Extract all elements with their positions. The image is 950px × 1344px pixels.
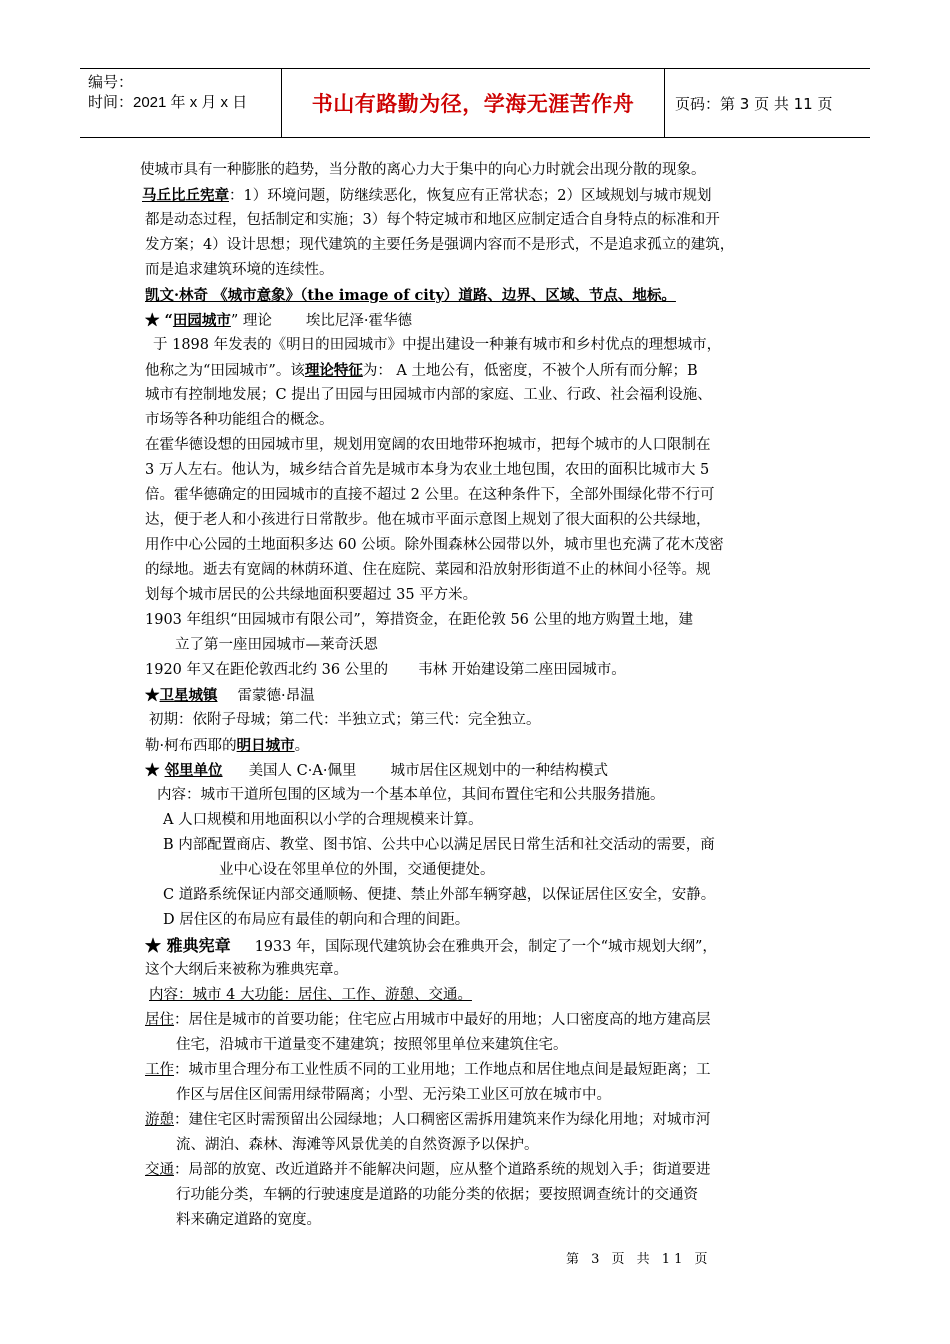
term-living: 居住	[145, 1012, 174, 1028]
paragraph-line: 交通：局部的放宽、改近道路并不能解决问题，应从整个道路系统的规划入手；街道要进	[145, 1162, 711, 1178]
paragraph-line: 在霍华德设想的田园城市里，规划用宽阔的农田地带环抱城市，把每个城市的人口限制在	[145, 437, 711, 453]
document-body	[140, 158, 825, 1233]
paragraph-line: 作区与居住区间需用绿带隔离；小型、无污染工业区可放在城市中。	[176, 1087, 611, 1103]
term-recreation: 游憩	[145, 1112, 174, 1128]
list-item: D 居住区的布局应有最佳的朝向和合理的间距。	[163, 912, 470, 928]
paragraph-line: 发方案；4）设计思想；现代建筑的主要任务是强调内容而不是形式，不是追求孤立的建筑，	[145, 237, 735, 253]
paragraph-line: 而是追求建筑环境的连续性。	[145, 262, 334, 278]
paragraph-line: 工作：城市里合理分布工业性质不同的工业用地；工作地点和居住地点间是最短距离；工	[145, 1062, 711, 1078]
paragraph-line: 城市有控制地发展；C 提出了田园与田园城市内部的家庭、工业、行政、社会福利设施、	[145, 387, 712, 403]
term-neighborhood-unit: 邻里单位	[164, 762, 223, 779]
paragraph-line: 都是动态过程，包括制定和实施；3）每个特定城市和地区应制定适合自身特点的标准和开	[145, 212, 720, 228]
paragraph-line: 流、湖泊、森林、海滩等风景优美的自然资源予以保护。	[176, 1137, 539, 1153]
lynch-heading: 凯文·林奇 《城市意象》（the image of city）道路、边界、区域、节点、地标。	[145, 287, 676, 304]
time-label: 时间：2021 年 x 月 x 日	[88, 94, 248, 111]
header-motto: 书山有路勤为径，学海无涯苦作舟	[282, 69, 665, 137]
term-athens-charter: ★ 雅典宪章	[145, 936, 231, 955]
term-satellite-town: 卫星城镇	[159, 687, 218, 704]
satellite-town-heading: ★卫星城镇 雷蒙德·昂温	[145, 687, 315, 704]
term-machu-picchu-charter: 马丘比丘宪章	[142, 187, 229, 204]
paragraph-line: 倍。霍华德确定的田园城市的直接不超过 2 公里。在这种条件下，全部外围绿化带不行可	[145, 487, 715, 503]
paragraph-line: 达，便于老人和小孩进行日常散步。他在城市平面示意图上规划了很大面积的公共绿地，	[145, 512, 711, 528]
paragraph-line: 3 万人左右。他认为，城乡结合首先是城市本身为农业土地包围，农田的面积比城市大 5	[145, 462, 710, 478]
page-header	[80, 68, 870, 138]
athens-charter-heading: ★ 雅典宪章 1933 年，国际现代建筑协会在雅典开会，制定了一个“城市规划大纲”，	[145, 936, 717, 955]
paragraph-line: 料来确定道路的宽度。	[176, 1212, 321, 1228]
paragraph-line: 用作中心公园的土地面积多达 60 公顷。除外围森林公园带以外，城市里也充满了花木茂密	[145, 537, 724, 553]
paragraph-line: 勒·柯布西耶的明日城市。	[145, 737, 310, 754]
term-work: 工作	[145, 1062, 174, 1078]
number-label: 编号：	[88, 74, 134, 91]
paragraph-line: 市场等各种功能组合的概念。	[145, 412, 334, 428]
paragraph-line: 于 1898 年发表的《明日的田园城市》中提出建设一种兼有城市和乡村优点的理想城市，	[153, 337, 722, 353]
paragraph-line: 马丘比丘宪章：1）环境问题，防继续恶化，恢复应有正常状态；2）区域规划与城市规划	[142, 187, 712, 204]
paragraph-line: 1920 年又在距伦敦西北约 36 公里的 韦林 开始建设第二座田园城市。	[145, 662, 626, 678]
header-meta	[80, 69, 282, 137]
paragraph-line: 划每个城市居民的公共绿地面积要超过 35 平方米。	[145, 587, 478, 603]
term-traffic: 交通	[145, 1162, 174, 1178]
term-garden-city: 田园城市	[172, 312, 231, 329]
paragraph-line: 使城市具有一种膨胀的趋势，当分散的离心力大于集中的向心力时就会出现分散的现象。	[140, 162, 706, 178]
paragraph-line: 居住：居住是城市的首要功能；住宅应占用城市中最好的用地；人口密度高的地方建高层	[145, 1012, 711, 1028]
garden-city-heading: ★ “田园城市” 理论 埃比尼泽·霍华德	[145, 312, 413, 329]
paragraph-line: 1903 年组织“田园城市有限公司”，筹措资金，在距伦敦 56 公里的地方购置土地，建	[145, 612, 694, 628]
term-theory-features: 理论特征	[304, 362, 363, 379]
paragraph-line: 游憩：建住宅区时需预留出公园绿地；人口稠密区需拆用建筑来作为绿化用地；对城市河	[145, 1112, 711, 1128]
paragraph-line: 这个大纲后来被称为雅典宪章。	[145, 962, 348, 978]
paragraph-line: 初期：依附子母城；第二代：半独立式；第三代：完全独立。	[149, 712, 541, 728]
paragraph-line: 内容：城市干道所包围的区域为一个基本单位，其间布置住宅和公共服务措施。	[157, 787, 665, 803]
header-page-info: 页码：第 3 页 共 11 页	[675, 94, 833, 113]
paragraph-line: 住宅，沿城市干道量变不建建筑；按照邻里单位来建筑住宅。	[176, 1037, 568, 1053]
paragraph-line: 的绿地。逝去有宽阔的林荫环道、住在庭院、菜园和沿放射形街道不止的林间小径等。规	[145, 562, 711, 578]
neighborhood-unit-heading: ★ 邻里单位 美国人 C·A·佩里 城市居住区规划中的一种结构模式	[145, 762, 608, 779]
term-city-of-tomorrow: 明日城市	[236, 737, 295, 754]
paragraph-line: 行功能分类，车辆的行驶速度是道路的功能分类的依据；要按照调查统计的交通资	[176, 1187, 698, 1203]
paragraph-line: 他称之为“田园城市”。该理论特征为： A 土地公有，低密度，不被个人所有而分解；B	[145, 362, 698, 379]
paragraph-line: 内容：城市 4 大功能：居住、工作、游憩、交通。	[149, 987, 472, 1003]
list-item: B 内部配置商店、教堂、图书馆、公共中心以满足居民日常生活和社交活动的需要，商	[163, 837, 715, 853]
list-item: C 道路系统保证内部交通顺畅、便捷、禁止外部车辆穿越，以保证居住区安全，安静。	[163, 887, 716, 903]
page-footer: 第 3 页 共 11 页	[566, 1252, 712, 1267]
list-item: A 人口规模和用地面积以小学的合理规模来计算。	[163, 812, 483, 828]
list-item-continued: 业中心设在邻里单位的外围，交通便捷处。	[219, 862, 495, 878]
paragraph-line: 立了第一座田园城市—莱奇沃恩	[175, 637, 378, 653]
